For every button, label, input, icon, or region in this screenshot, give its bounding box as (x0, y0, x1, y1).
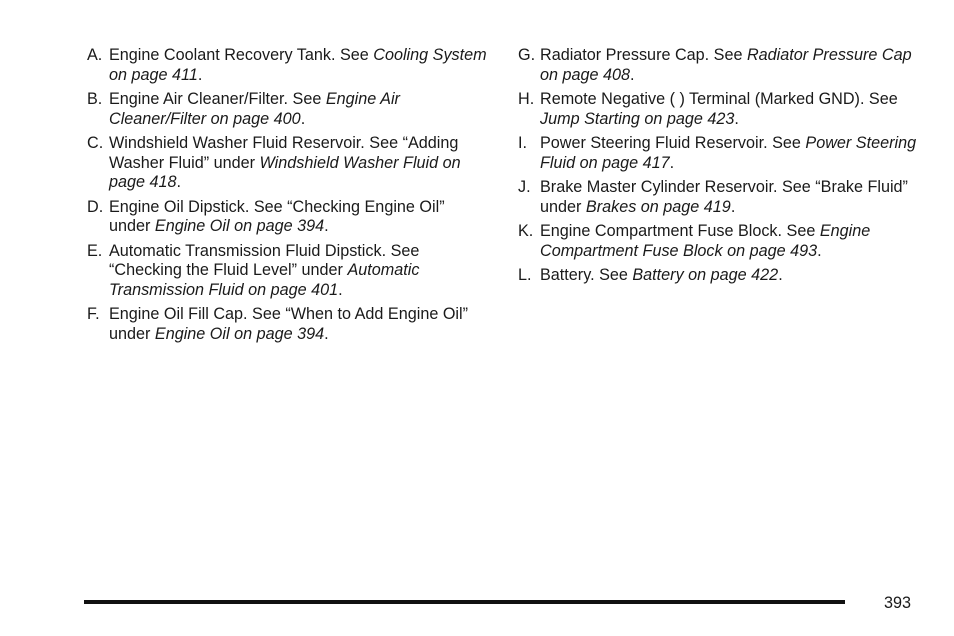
page-reference: Power Steering Fluid on page 417 (540, 134, 917, 172)
item-text: Engine Oil Dipstick. See “Checking Engine Oil” under Engine Oil on page 394. (109, 197, 445, 236)
page-reference: Automatic Transmission Fluid on page 401 (109, 261, 420, 300)
item-letter: D. (87, 197, 104, 216)
list-item (511, 134, 931, 173)
list-item (80, 242, 490, 301)
page-reference: Engine Oil on page 394 (154, 325, 325, 344)
item-text: Power Steering Fluid Reservoir. See Power Steering Fluid on page 417. (540, 134, 917, 172)
item-text: Engine Air Cleaner/Filter. See Engine Air Cleaner/Filter on page 400. (109, 90, 400, 128)
footer-rule (84, 600, 845, 604)
item-letter: L. (518, 266, 532, 284)
item-letter: E. (87, 241, 103, 260)
page-reference: Engine Air Cleaner/Filter on page 400 (109, 90, 400, 128)
page-reference: Battery on page 422 (632, 266, 779, 284)
list-item (80, 134, 490, 193)
item-text: Radiator Pressure Cap. See Radiator Pressure Cap on page 408. (540, 46, 912, 84)
page-reference: Windshield Washer Fluid on page 418 (109, 153, 461, 192)
item-text: Automatic Transmission Fluid Dipstick. See “Checking the Fluid Level” under Automatic Transmission Fluid on page 401. (109, 241, 420, 300)
item-text: Engine Oil Fill Cap. See “When to Add Engine Oil” under Engine Oil on page 394. (109, 305, 469, 344)
item-letter: G. (518, 46, 536, 64)
item-letter: J. (518, 178, 531, 196)
item-letter: I. (518, 134, 527, 152)
item-letter: A. (87, 46, 103, 64)
item-text: Battery. See Battery on page 422. (540, 266, 783, 284)
page-reference: Cooling System on page 411 (109, 46, 487, 84)
right-column (511, 46, 931, 290)
page-reference: Engine Compartment Fuse Block on page 493 (540, 222, 871, 260)
page-number: 393 (884, 594, 912, 612)
list-item (80, 90, 490, 129)
page-reference: Radiator Pressure Cap on page 408 (540, 46, 912, 84)
list-item (511, 266, 931, 286)
item-text: Remote Negative ( ) Terminal (Marked GND). See Jump Starting on page 423. (540, 90, 898, 128)
item-text: Brake Master Cylinder Reservoir. See “Brake Fluid” under Brakes on page 419. (540, 178, 908, 216)
list-item (511, 178, 931, 217)
list-item (80, 46, 490, 85)
item-text: Engine Compartment Fuse Block. See Engine Compartment Fuse Block on page 493. (540, 222, 871, 260)
item-letter: K. (518, 222, 534, 240)
page-reference: Brakes on page 419 (585, 197, 731, 216)
page-reference: Jump Starting on page 423 (540, 109, 735, 128)
list-item (80, 305, 490, 344)
list-item (511, 90, 931, 129)
item-letter: F. (87, 305, 100, 324)
item-letter: C. (87, 134, 104, 152)
item-text: Windshield Washer Fluid Reservoir. See “Adding Washer Fluid” under Windshield Washer Fluid on page 418. (109, 134, 461, 192)
list-item (511, 46, 931, 85)
item-text: Engine Coolant Recovery Tank. See Cooling System on page 411. (109, 46, 487, 84)
list-item (511, 222, 931, 261)
item-letter: B. (87, 90, 103, 108)
item-letter: H. (518, 90, 535, 108)
page-reference: Engine Oil on page 394 (154, 217, 325, 236)
left-column (80, 46, 490, 349)
list-item (80, 198, 490, 237)
